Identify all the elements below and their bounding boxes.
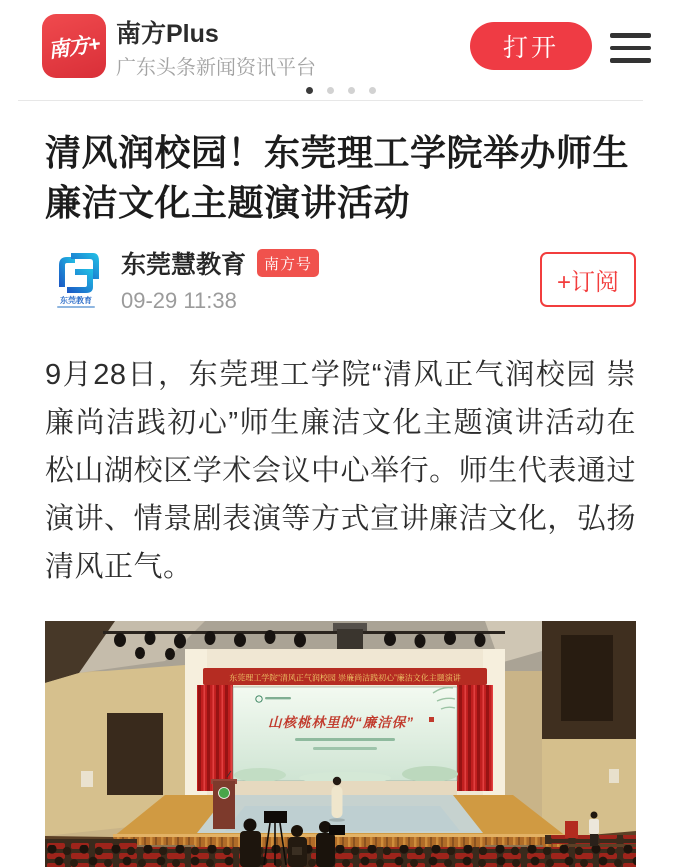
app-logo-text: 南方+ [47, 32, 102, 63]
screen-title-text: 山核桃林里的“廉洁保” [268, 715, 414, 730]
carousel-dot[interactable] [348, 87, 355, 94]
author-info [121, 245, 319, 314]
projection-screen [233, 687, 458, 784]
article-photo[interactable] [45, 621, 636, 867]
article-body: 9月28日，东莞理工学院“清风正气润校园 崇廉尚洁践初心”师生廉洁文化主题演讲活动在松山湖校区学术会议中心举行。师生代表通过演讲、情景剧表演等方式宣讲廉洁文化，弘扬清风正气。 [45, 359, 636, 583]
carousel-dot[interactable] [327, 87, 334, 94]
stage-curtain-left [197, 685, 233, 791]
article-title: 清风润校园！东莞理工学院举办师生廉洁文化主题演讲活动 [45, 132, 630, 223]
hamburger-menu-icon[interactable] [610, 33, 651, 63]
author-avatar[interactable] [45, 249, 107, 311]
podium [211, 771, 237, 829]
subscribe-button[interactable]: +订阅 [540, 252, 636, 307]
carousel-dot-active[interactable] [306, 87, 313, 94]
divider [18, 100, 643, 101]
article [0, 128, 681, 867]
avatar-caption: 东莞教育 [60, 295, 92, 305]
nanfang-hao-badge: 南方号 [257, 249, 319, 277]
app-banner [0, 0, 681, 101]
open-app-button[interactable]: 打开 [470, 22, 592, 70]
author-name[interactable]: 东莞慧教育 [121, 251, 247, 279]
app-tagline: 广东头条新闻资讯平台 [116, 57, 316, 79]
app-logo-icon[interactable] [42, 14, 106, 78]
stage-banner-text: 东莞理工学院“清风正气润校园 崇廉尚洁践初心”廉洁文化主题演讲 [229, 673, 461, 683]
app-name: 南方Plus [116, 20, 219, 48]
carousel-dot[interactable] [369, 87, 376, 94]
author-row [45, 245, 636, 314]
carousel-dots [0, 87, 681, 94]
publish-timestamp: 09-29 11:38 [121, 288, 237, 313]
stage-curtain-right [457, 685, 493, 791]
stage-banner [203, 668, 487, 685]
